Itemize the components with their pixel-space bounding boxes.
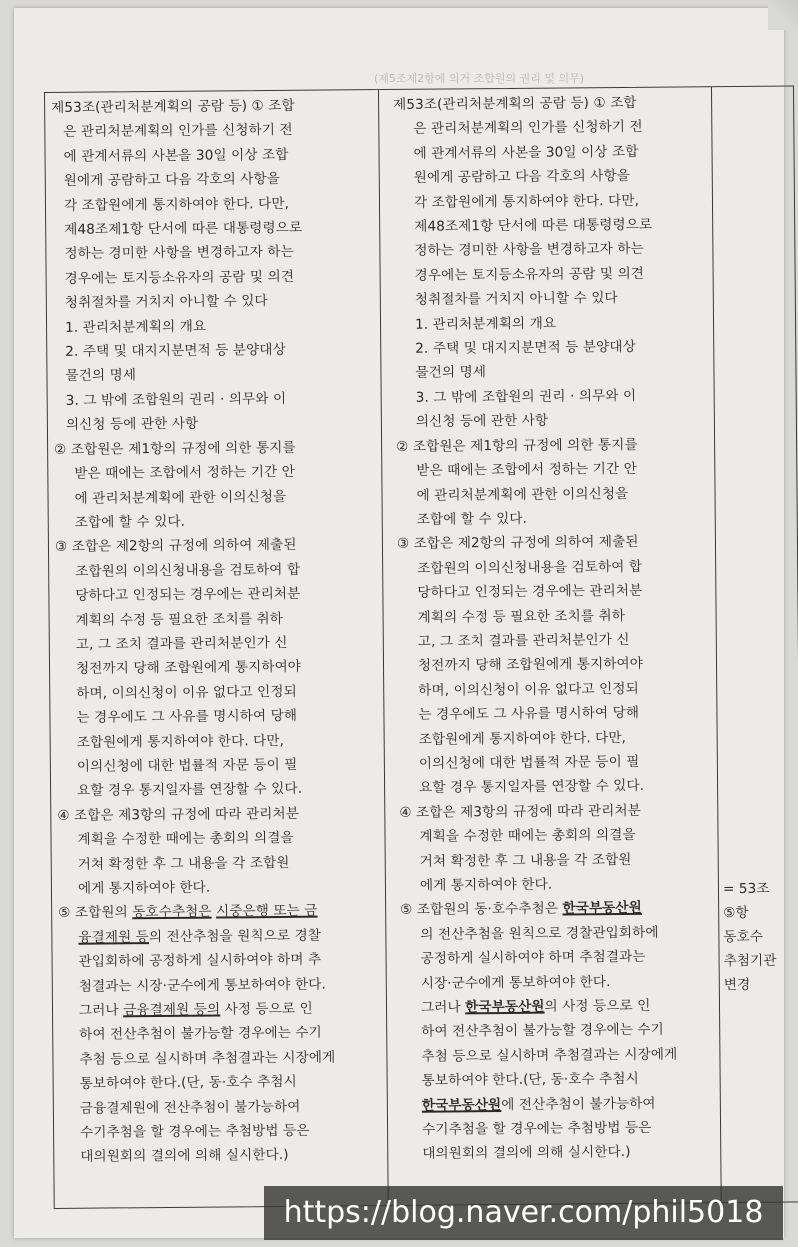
article-body: 은 관리처분계획의 인가를 신청하기 전 에 관계서류의 사본을 30일 이상 조합 원에게 공람하고 다음 각호의 사항을 각 조합원에게 통지하여야 한다. 다만, 제48조제1항 단서에 따른 대통령령으로 정하는 경미한 사항을 변경하고자 하는 경우에는 토지등소유자의 공람 및 의견 청취절차를 거치지 아니할 수 있다 <box>413 119 653 309</box>
paragraph-3: ③ 조합은 제2항의 규정에 의하여 제출된 조합원의 이의신청내용을 검토하여 합 당하다고 인정되는 경우에는 관리처분 계획의 수정 등 필요한 조치를 취하 고, 그 조치 결과를 관리처분인가 신 청전까지 당해 조합원에게 통지하여야 하며, 이의신청이 이유 없다고 인정되 는 경우에도 그 사유를 명시하여 당해 조합원에게 통지하여야 한다. 다만, 이의신청에 대한 법률적 자문 등이 필 요할 경우 통지일자를 연장할 수 있다. <box>396 534 645 797</box>
article-heading: 제53조(관리처분계획의 공람 등) ① 조합 <box>393 94 637 113</box>
page-corner-shadow <box>768 0 798 30</box>
list-item: 1. 관리처분계획의 개요 <box>414 315 557 333</box>
faded-header-text: (제5조제2항에 의거 조합원의 권리 및 의무) <box>374 72 585 85</box>
paragraph-2: ② 조합원은 제1항의 규정에 의한 통지를 받은 때에는 조합에서 정하는 기간 안 에 관리처분계획에 관한 이의신청을 조합에 할 수 있다. <box>54 439 296 531</box>
column-original <box>45 90 389 1208</box>
paragraph-4: ④ 조합은 제3항의 규정에 따라 관리처분 계획을 수정한 때에는 총회의 의결을 거쳐 확정한 후 그 내용을 각 조합원 에게 통지하여야 한다. <box>399 802 641 894</box>
underlined-text: 시중은행 또는 금 <box>215 903 318 920</box>
underlined-text: 한국부동산원 <box>465 998 545 1016</box>
list-item: 물건의 명세 <box>65 367 137 385</box>
article-heading: 제53조(관리처분계획의 공람 등) ① 조합 <box>51 97 295 116</box>
paragraph-4: ④ 조합은 제3항의 규정에 따라 관리처분 계획을 수정한 때에는 총회의 의결을 거쳐 확정한 후 그 내용을 각 조합원 에게 통지하여야 한다. <box>57 805 300 897</box>
list-item: 의신청 등에 관한 사항 <box>415 412 549 431</box>
article-body: 은 관리처분계획의 인가를 신청하기 전 에 관계서류의 사본을 30일 이상 조합 원에게 공람하고 다음 각호의 사항을 각 조합원에게 통지하여야 한다. 다만, 제48조제1항 단서에 따른 대통령령으로 정하는 경미한 사항을 변경하고자 하는 경우에는 토지등소유자의 공람 및 의견 청취절차를 거치지 아니할 수 있다 <box>63 122 303 312</box>
blog-url-watermark: https://blog.naver.com/phil5018 <box>264 1186 783 1240</box>
list-item: 2. 주택 및 대지지분면적 등 분양대상 <box>415 338 636 357</box>
remark-note: = 53조 ⑤항 동호수 추첨기관 변경 <box>722 880 777 994</box>
list-item: 물건의 명세 <box>415 364 487 382</box>
list-item: 3. 그 밖에 조합원의 권리 · 의무와 이 <box>415 387 637 406</box>
document-page <box>14 8 784 1238</box>
list-item: 의신청 등에 관한 사항 <box>65 415 199 434</box>
paragraph-5: ⑤ 조합원의 동호수추첨은 시중은행 또는 금 융결제원 등의 전산추첨을 원칙으로 경찰 관입회하에 공정하게 실시하여야 하며 추 첨결과는 시장·군수에게 통보하여야 한다. 그러나 금융결제원 등의 사정 등으로 인 하여 전산추첨이 불가능할 경우에는 수기 추첨 등으로 실시하며 추첨결과는 시장에게 통보하여야 한다.(단, 동·호수 추첨시 금융결제원에 전산추첨이 불가능하여 수기추첨을 할 경우에는 추첨방법 등은 대의원회의 결의에 의해 실시한다.) <box>58 903 336 1166</box>
list-item: 3. 그 밖에 조합원의 권리 · 의무와 이 <box>65 390 287 409</box>
underlined-text: 동호수추첨은 <box>132 903 212 921</box>
list-item: 1. 관리처분계획의 개요 <box>64 318 207 336</box>
column-remarks <box>712 86 798 1202</box>
comparison-table <box>44 85 798 1209</box>
column-amended <box>379 87 722 1205</box>
list-item: 2. 주택 및 대지지분면적 등 분양대상 <box>65 341 286 360</box>
item-list <box>395 310 708 435</box>
underlined-text: 한국부동산원 <box>562 900 642 917</box>
underlined-text: 한국부동산원 <box>421 1096 502 1114</box>
item-list <box>53 313 377 438</box>
underlined-text: 융결제원 등 <box>78 928 150 946</box>
paragraph-2: ② 조합원은 제1항의 규정에 의한 통지를 받은 때에는 조합에서 정하는 기간 안 에 관리처분계획에 관한 이의신청을 조합에 할 수 있다. <box>396 436 638 528</box>
paragraph-5: ⑤ 조합원의 동·호수추첨은 한국부동산원 의 전산추첨을 원칙으로 경찰관입회하에 공정하게 실시하여야 하며 추첨결과는 시장·군수에게 통보하여야 한다. 그러나 한국부동산원의 사정 등으로 인 하여 전산추첨이 불가능할 경우에는 수기 추첨 등으로 실시하며 추첨결과는 시장에게 통보하여야 한다.(단, 동·호수 추첨시 한국부동산원에 전산추첨이 불가능하여 수기추첨을 할 경우에는 추첨방법 등은 대의원회의 결의에 의해 실시한다.) <box>400 900 678 1163</box>
paragraph-3: ③ 조합은 제2항의 규정에 의하여 제출된 조합원의 이의신청내용을 검토하여 합 당하다고 인정되는 경우에는 관리처분 계획의 수정 등 필요한 조치를 취하 고, 그 조치 결과를 관리처분인가 신 청전까지 당해 조합원에게 통지하여야 하며, 이의신청이 이유 없다고 인정되 는 경우에도 그 사유를 명시하여 당해 조합원에게 통지하여야 한다. 다만, 이의신청에 대한 법률적 자문 등이 필 요할 경우 통지일자를 연장할 수 있다. <box>54 537 303 800</box>
underlined-text: 금융결제원 등의 <box>123 1001 221 1019</box>
